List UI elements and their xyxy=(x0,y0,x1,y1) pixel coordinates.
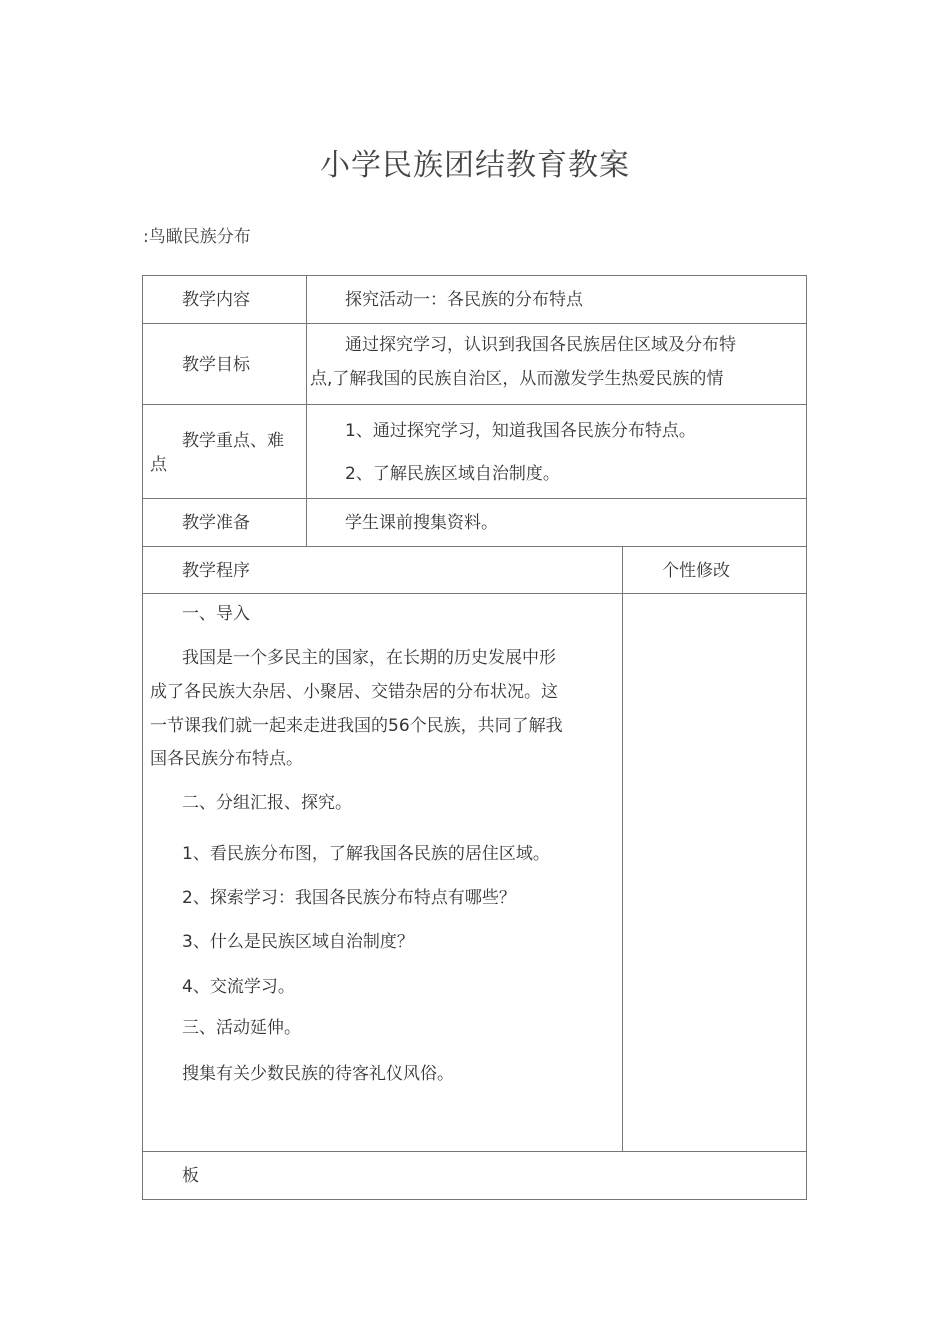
section-heading: 一、导入 xyxy=(182,604,250,624)
prep-value: 学生课前搜集资料。 xyxy=(345,513,498,533)
key-point-item: 1、通过探究学习，知道我国各民族分布特点。 xyxy=(345,421,696,441)
step-item: 1、看民族分布图，了解我国各民族的居住区域。 xyxy=(182,844,550,864)
row-divider xyxy=(142,404,807,405)
goal-line: 点,了解我国的民族自治区，从而激发学生热爱民族的情 xyxy=(310,369,724,389)
intro-text: 我国是一个多民主的国家，在长期的历史发展中形 xyxy=(182,648,556,668)
intro-text: 成了各民族大杂居、小聚居、交错杂居的分布状况。这 xyxy=(150,682,558,702)
row-divider xyxy=(142,593,807,594)
goal-line: 通过探究学习，认识到我国各民族居住区域及分布特 xyxy=(345,335,736,355)
row-divider xyxy=(142,546,807,547)
row-divider xyxy=(142,498,807,499)
step-item: 3、什么是民族区域自治制度？ xyxy=(182,932,414,952)
column-divider xyxy=(622,546,623,1151)
board-label: 板 xyxy=(182,1166,199,1186)
prep-label: 教学准备 xyxy=(182,513,250,533)
content-label: 教学内容 xyxy=(182,290,250,310)
modify-label: 个性修改 xyxy=(662,561,730,581)
content-value: 探究活动一：各民族的分布特点 xyxy=(345,290,583,310)
key-point-item: 2、了解民族区域自治制度。 xyxy=(345,464,560,484)
goal-label: 教学目标 xyxy=(182,355,250,375)
lesson-subtitle: :鸟瞰民族分布 xyxy=(143,227,251,247)
step-item: 2、探索学习：我国各民族分布特点有哪些？ xyxy=(182,888,516,908)
key-points-label: 点 xyxy=(150,455,167,475)
table-border-right xyxy=(806,275,807,1200)
row-divider xyxy=(142,1151,807,1152)
intro-text: 一节课我们就一起来走进我国的56个民族，共同了解我 xyxy=(150,716,563,736)
document-title: 小学民族团结教育教案 xyxy=(320,148,630,183)
intro-text: 国各民族分布特点。 xyxy=(150,749,303,769)
key-points-label: 教学重点、难 xyxy=(182,431,284,451)
table-border-top xyxy=(142,275,807,276)
column-divider xyxy=(306,275,307,546)
section-heading: 三、活动延伸。 xyxy=(182,1018,301,1038)
extension-text: 搜集有关少数民族的待客礼仪风俗。 xyxy=(182,1064,454,1084)
table-border-left xyxy=(142,275,143,1200)
lesson-plan-table xyxy=(142,275,807,1200)
table-border-bottom xyxy=(142,1199,807,1200)
row-divider xyxy=(142,323,807,324)
section-heading: 二、分组汇报、探究。 xyxy=(182,793,352,813)
procedure-label: 教学程序 xyxy=(182,561,250,581)
step-item: 4、交流学习。 xyxy=(182,977,295,997)
